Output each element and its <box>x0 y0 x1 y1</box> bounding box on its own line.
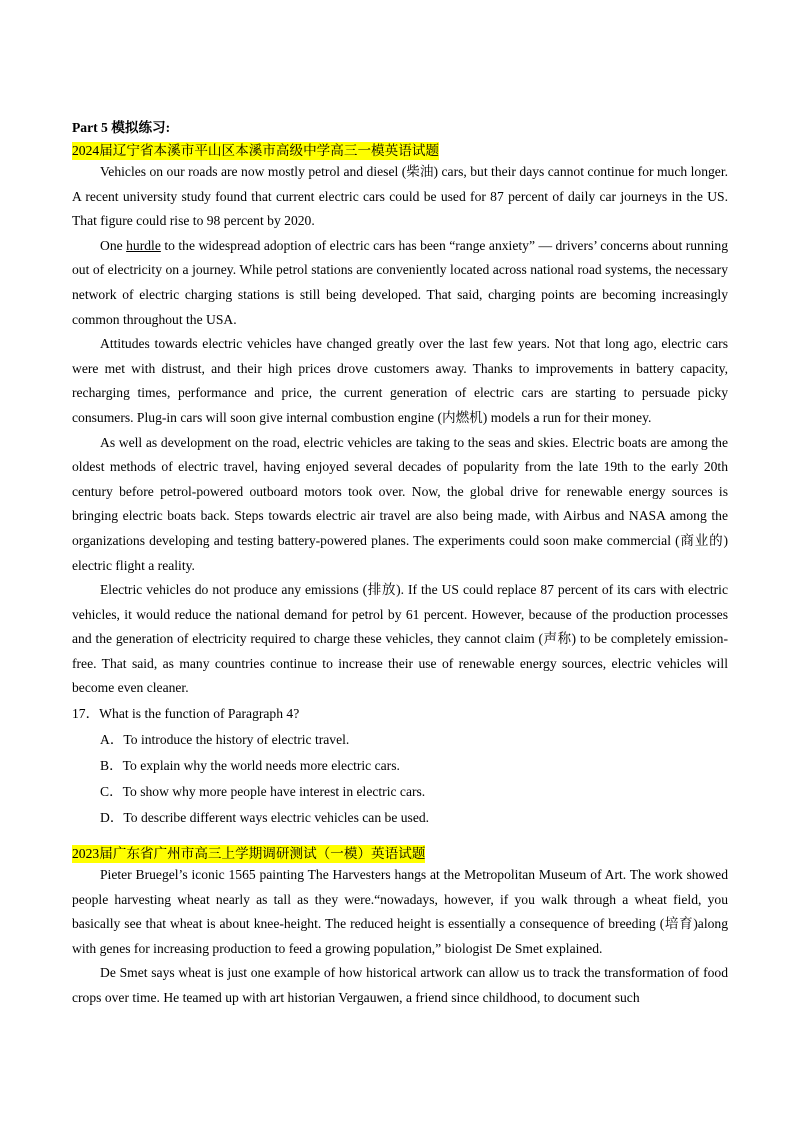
section2-source-line <box>72 845 728 863</box>
paragraph-2-rest: to the widespread adoption of electric cars has been “range anxiety” — drivers’ concerns about running out of electricity on a journey. While petrol stations are conveniently located across national road systems, the necessary network of electric charging stations is still being developed. That said, charging points are becoming increasingly common throughout the USA. <box>72 237 728 327</box>
section2-paragraph-2: De Smet says wheat is just one example of how historical artwork can allow us to track the transformation of food crops over time. He teamed up with art historian Vergauwen, a friend since childhood, to document such <box>72 965 728 1006</box>
section1-paragraph-5: Electric vehicles do not produce any emissions (排放). If the US could replace 87 percent of its cars with electric vehicles, it would reduce the national demand for petrol by 61 percent. However, because of the production processes and the generation of electricity required to charge these vehicles, they cannot claim (声称) to be completely emission-free. That said, as many countries continue to increase their use of renewable energy sources, electric vehicles will become even cleaner. <box>72 582 728 696</box>
section-gap <box>72 831 728 845</box>
underlined-word-hurdle: hurdle <box>126 237 161 253</box>
section1-paragraph-4: As well as development on the road, electric vehicles are taking to the seas and skies. Electric boats are among the oldest methods of electric travel, having enjoyed several decades of popularity from the late 19th to the early 20th century before petrol-powered outboard motors took over. Now, the global drive for renewable energy sources is bringing electric boats back. Steps towards electric air travel are also being made, with Airbus and NASA among the organizations developing and testing battery-powered planes. The experiments could soon make commercial (商业的) electric flight a reality. <box>72 434 728 573</box>
option-d: D．To describe different ways electric vehicles can be used. <box>100 810 430 826</box>
option-c: C．To show why more people have interest in electric cars. <box>100 784 426 800</box>
section1-paragraph-1: Vehicles on our roads are now mostly petrol and diesel (柴油) cars, but their days cannot continue for much longer. A recent university study found that current electric cars could be used for 87 percent of daily car journeys in the US. That figure could rise to 98 percent by 2020. <box>72 164 728 229</box>
section2-source-highlight: 2023届广东省广州市高三上学期调研测试（一模）英语试题 <box>72 846 426 862</box>
section1-paragraph-2 <box>72 234 728 332</box>
question-17: 17．What is the function of Paragraph 4? <box>72 706 300 722</box>
option-a: A．To introduce the history of electric travel. <box>100 732 350 748</box>
option-b: B．To explain why the world needs more electric cars. <box>100 758 400 774</box>
section2-paragraph-1: Pieter Bruegel’s iconic 1565 painting The Harvesters hangs at the Metropolitan Museum of Art. The work showed people harvesting wheat nearly as tall as they were.“nowadays, however, if you walk through a wheat field, you basically see that wheat is about knee-height. The reduced height is essentially a consequence of breeding (培育)along with genes for increasing production to feed a growing population,” biologist De Smet explained. <box>72 867 728 956</box>
section1-source-highlight: 2024届辽宁省本溪市平山区本溪市高级中学高三一模英语试题 <box>72 143 440 158</box>
document-content <box>72 118 728 1011</box>
paragraph-2-start: One <box>100 237 127 253</box>
section1-source-line <box>72 142 728 160</box>
section1-paragraph-3: Attitudes towards electric vehicles have changed greatly over the last few years. Not that long ago, electric cars were met with distrust, and their high prices drove customers away. Thanks to improvements in battery capacity, recharging times, performance and price, the current generation of electric cars are starting to persuade picky consumers. Plug-in cars will soon give internal combustion engine (内燃机) models a run for their money. <box>72 336 728 425</box>
part-title: Part 5 模拟练习: <box>72 120 171 135</box>
